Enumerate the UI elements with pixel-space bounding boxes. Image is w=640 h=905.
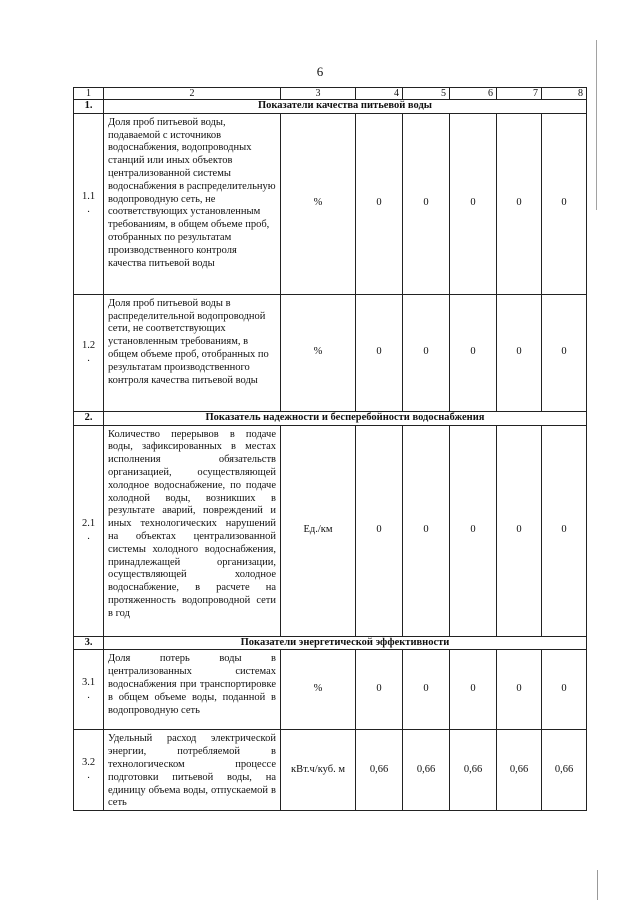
row-value: 0 (497, 294, 542, 411)
row-value: 0 (450, 294, 497, 411)
row-value: 0 (542, 113, 587, 294)
row-value: 0,66 (497, 730, 542, 811)
section-title: Показатели качества питьевой воды (104, 100, 587, 114)
scan-edge-line (596, 40, 597, 210)
row-value: 0 (450, 113, 497, 294)
table-row (74, 113, 587, 294)
indicators-table (73, 87, 587, 811)
row-value: 0 (356, 294, 403, 411)
row-description: Доля потерь воды в централизованных системах водоснабжения при транспортировке в общем объеме воды, поданной в водопроводную сеть (104, 650, 281, 730)
section-number: 1. (74, 100, 104, 114)
table-row (74, 425, 587, 636)
row-description: Доля проб питьевой воды, подаваемой с источников водоснабжения, водопроводных станций или иных объектов централизованной системы водоснабжения в распределительную водопроводную сеть, не соответствующих установленным требованиям, в общем объеме проб, отобранных по результатам производственного контроля качества питьевой воды (104, 113, 281, 294)
row-number: 1.1 . (74, 113, 104, 294)
table-row (74, 294, 587, 411)
row-number: 3.1 . (74, 650, 104, 730)
section-number: 2. (74, 411, 104, 425)
row-description: Доля проб питьевой воды в распределительной водопроводной сети, не соответствующих установленным требованиям, в общем объеме проб, отобранных по результатам производственного контроля качества питьевой воды (104, 294, 281, 411)
column-number: 4 (356, 88, 403, 100)
row-value: 0 (403, 113, 450, 294)
section-header-row (74, 411, 587, 425)
row-unit: кВт.ч/куб. м (281, 730, 356, 811)
column-number: 2 (104, 88, 281, 100)
row-value: 0 (542, 294, 587, 411)
row-unit: % (281, 650, 356, 730)
row-number: 3.2 . (74, 730, 104, 811)
section-title: Показатель надежности и бесперебойности водоснабжения (104, 411, 587, 425)
column-number: 7 (497, 88, 542, 100)
row-value: 0 (403, 294, 450, 411)
row-unit: % (281, 113, 356, 294)
row-unit: % (281, 294, 356, 411)
row-value: 0,66 (450, 730, 497, 811)
row-value: 0 (497, 113, 542, 294)
section-header-row (74, 636, 587, 650)
column-number: 6 (450, 88, 497, 100)
section-header-row (74, 100, 587, 114)
row-value: 0,66 (403, 730, 450, 811)
row-value: 0 (542, 425, 587, 636)
column-number: 1 (74, 88, 104, 100)
row-value: 0 (542, 650, 587, 730)
column-number: 3 (281, 88, 356, 100)
row-value: 0 (356, 650, 403, 730)
row-value: 0 (450, 650, 497, 730)
row-value: 0 (450, 425, 497, 636)
scan-edge-line (597, 870, 598, 900)
page-number: 6 (316, 64, 324, 79)
column-number-row (74, 88, 587, 100)
column-number: 5 (403, 88, 450, 100)
table-row (74, 650, 587, 730)
row-value: 0 (403, 650, 450, 730)
column-number: 8 (542, 88, 587, 100)
section-number: 3. (74, 636, 104, 650)
row-value: 0 (403, 425, 450, 636)
row-value: 0 (497, 425, 542, 636)
row-unit: Ед./км (281, 425, 356, 636)
row-number: 1.2 . (74, 294, 104, 411)
row-value: 0 (356, 425, 403, 636)
row-description: Количество перерывов в подаче воды, зафиксированных в местах исполнения обязательств организацией, осуществляющей холодное водоснабжение, по подаче холодной воды, возникших в результате аварий, повреждений и иных технологических нарушений на объектах централизованной системы холодного водоснабжения, принадлежащей организации, осуществляющей холодное водоснабжение, в расчете на протяженность водопроводной сети в год (104, 425, 281, 636)
table-row (74, 730, 587, 811)
row-value: 0 (356, 113, 403, 294)
row-number: 2.1 . (74, 425, 104, 636)
row-value: 0 (497, 650, 542, 730)
row-value: 0,66 (356, 730, 403, 811)
row-description: Удельный расход электрической энергии, потребляемой в технологическом процессе подготовки питьевой воды, на единицу объема воды, отпускаемой в сеть (104, 730, 281, 811)
row-value: 0,66 (542, 730, 587, 811)
section-title: Показатели энергетической эффективности (104, 636, 587, 650)
